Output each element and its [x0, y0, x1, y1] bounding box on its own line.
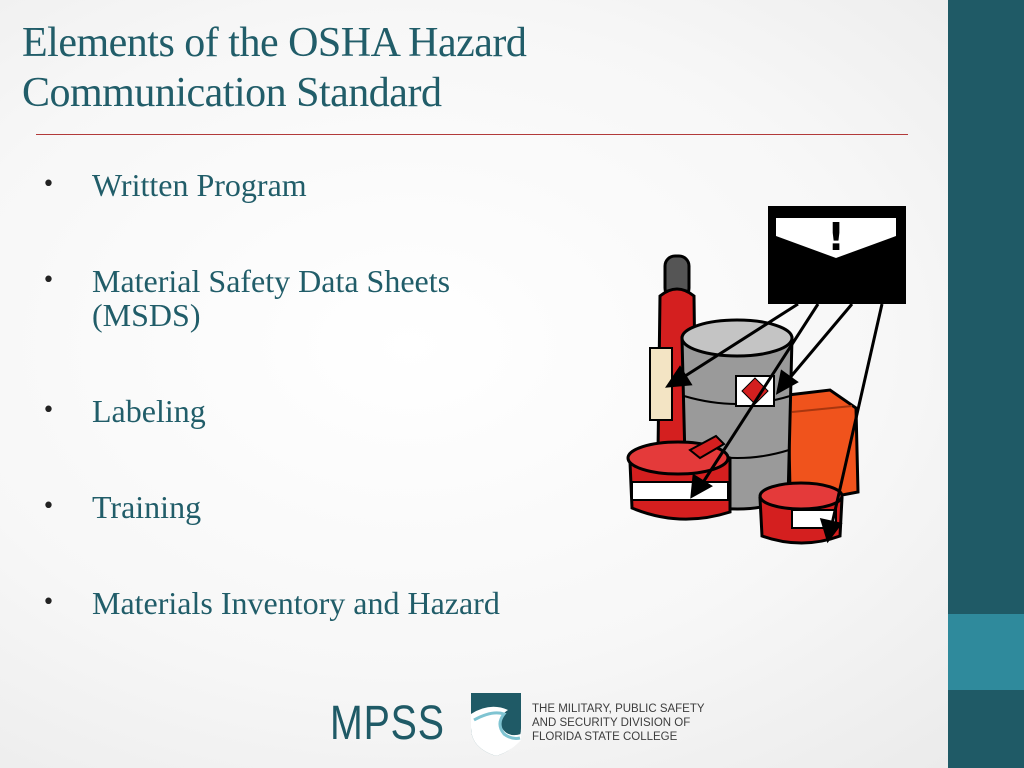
logo-subtitle — [532, 702, 712, 744]
logo-subtitle-line-3: FLORIDA STATE COLLEGE — [532, 731, 678, 743]
bullet-materials-inventory — [40, 586, 600, 620]
logo-subtitle-line-2: AND SECURITY DIVISION OF — [532, 717, 691, 729]
exclamation-warning-icon: ! — [827, 215, 845, 259]
slide-title — [22, 18, 922, 118]
bullet-list — [40, 168, 600, 620]
title-line-2: Communication Standard — [22, 70, 442, 116]
bullet-written-program — [40, 168, 600, 202]
wave-shield-icon — [468, 690, 524, 758]
logo-acronym: MPSS — [330, 697, 445, 750]
hazmat-containers-illustration — [620, 200, 920, 550]
bullet-dot: • — [42, 172, 55, 197]
bullet-text: Materials Inventory and Hazard — [92, 585, 500, 621]
bullet-text: Training — [92, 489, 202, 525]
bullet-dot: • — [42, 590, 55, 615]
bullet-text: Written Program — [92, 167, 307, 203]
bullet-dot: • — [42, 398, 55, 423]
bullet-text-line-2: (MSDS) — [92, 297, 201, 333]
sidebar-accent-decor — [948, 614, 1024, 690]
logo-subtitle-line-1: THE MILITARY, PUBLIC SAFETY — [532, 703, 705, 715]
bullet-dot: • — [42, 268, 55, 293]
title-divider — [36, 134, 908, 135]
mpss-logo — [330, 690, 710, 760]
bullet-text-line-1: Material Safety Data Sheets — [92, 263, 451, 299]
red-gas-can-large — [628, 436, 730, 519]
bullet-dot: • — [42, 494, 55, 519]
bullet-labeling — [40, 394, 600, 428]
warning-sign — [768, 206, 906, 304]
title-line-1: Elements of the OSHA Hazard — [22, 20, 527, 66]
bullet-msds — [40, 264, 600, 332]
bullet-training — [40, 490, 600, 524]
bullet-text: Labeling — [92, 393, 206, 429]
